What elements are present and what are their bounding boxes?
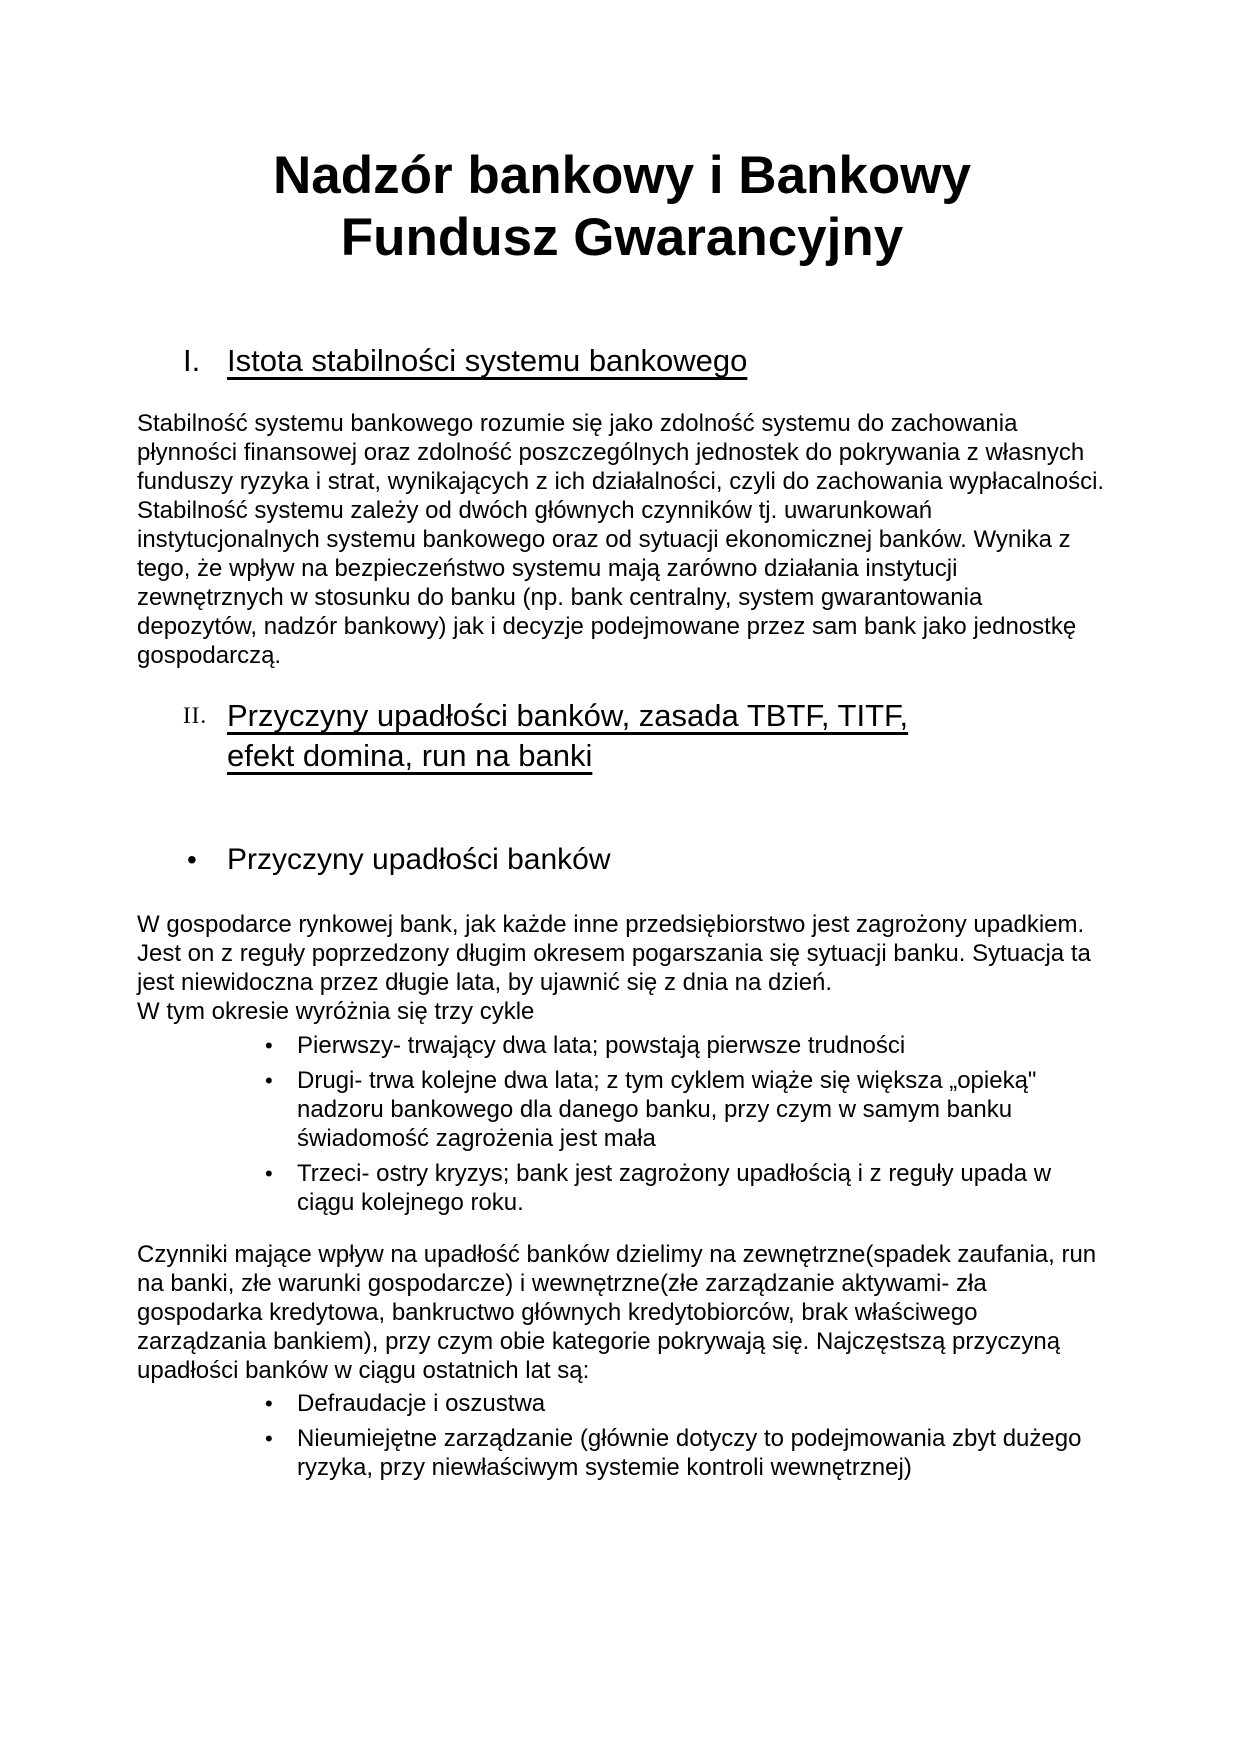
document-title <box>137 145 1107 269</box>
section-1-list-marker: I. <box>183 343 201 378</box>
stability-paragraph: Stabilność systemu bankowego rozumie się jako zdolność systemu do zachowania płynności finansowej oraz zdolność poszczególnych jednostek do pokrywania z własnych funduszy ryzyka i strat, wynikających z ich działalności, czyli do zachowania wypłacalności. Stabilność systemu zależy od dwóch głównych czynników tj. uwarunkowań instytucjonalnych systemu bankowego oraz od sytuacji ekonomicznej banków. Wynika z tego, że wpływ na bezpieczeństwo systemu mają zarówno działania instytucji zewnętrznych w stosunku do banku (np. bank centralny, system gwarantowania depozytów, nadzór bankowy) jak i decyzje podejmowane przez sam bank jako jednostkę gospodarczą. <box>137 410 1105 669</box>
bullet-icon <box>265 1389 273 1418</box>
subsection-heading-text: Przyczyny upadłości banków <box>227 843 611 876</box>
list-item-cause-2 <box>137 1424 1107 1482</box>
section-2-heading <box>137 696 1107 776</box>
section-1-heading-text: Istota stabilności systemu bankowego <box>227 343 748 378</box>
list-item-cycle-2 <box>137 1066 1107 1153</box>
section-2-heading-line-2: efekt domina, run na banki <box>227 738 593 773</box>
section-2-heading-line-1: Przyczyny upadłości banków, zasada TBTF, TITF, <box>227 698 909 733</box>
list-item-cause-1 <box>137 1389 1107 1418</box>
cycle-1-text: Pierwszy- trwający dwa lata; powstają pierwsze trudności <box>297 1032 906 1059</box>
failure-factors-paragraph: Czynniki mające wpływ na upadłość banków dzielimy na zewnętrzne(spadek zaufania, run na banki, złe warunki gospodarcze) i wewnętrzne(złe zarządzanie aktywami- zła gospodarka kredytowa, bankructwo głównych kredytobiorców, brak właściwego zarządzania bankiem), przy czym obie kategorie pokrywają się. Najczęstszą przyczyną upadłości banków w ciągu ostatnich lat są: <box>137 1241 1097 1384</box>
bank-failure-paragraph: W gospodarce rynkowej bank, jak każde inne przedsiębiorstwo jest zagrożony upadkiem. Jest on z reguły poprzedzony długim okresem pogarszania się sytuacji banku. Sytuacja ta jest niewidoczna przez długie lata, by ujawnić się z dnia na dzień. <box>137 911 1091 996</box>
bullet-icon <box>265 1159 273 1188</box>
subsection-bullet-heading <box>137 840 1107 880</box>
causes-list <box>137 1389 1107 1482</box>
three-cycles-intro-line: W tym okresie wyróżnia się trzy cykle <box>137 998 535 1025</box>
cycle-2-text: Drugi- trwa kolejne dwa lata; z tym cyklem wiąże się większa „opieką" nadzoru bankowego dla danego banku, przy czym w samym banku świadomość zagrożenia jest mała <box>297 1067 1037 1152</box>
cycle-3-text: Trzeci- ostry kryzys; bank jest zagrożony upadłością i z reguły upada w ciągu kolejnego roku. <box>297 1160 1052 1216</box>
document-title-line-2: Fundusz Gwarancyjny <box>340 208 904 267</box>
bank-failure-paragraph-group <box>137 910 1107 1026</box>
section-1-heading <box>137 341 1107 381</box>
list-item-cycle-3 <box>137 1159 1107 1217</box>
bullet-icon <box>265 1424 273 1453</box>
document-title-line-1: Nadzór bankowy i Bankowy <box>273 146 971 205</box>
cause-1-text: Defraudacje i oszustwa <box>297 1390 546 1417</box>
cause-2-text: Nieumiejętne zarządzanie (głównie dotyczy to podejmowania zbyt dużego ryzyka, przy niewłaściwym systemie kontroli wewnętrznej) <box>297 1425 1082 1481</box>
bullet-icon <box>187 840 197 880</box>
cycles-list <box>137 1031 1107 1217</box>
section-2-list-marker: II. <box>183 703 208 728</box>
bullet-icon <box>265 1031 273 1060</box>
list-item-cycle-1 <box>137 1031 1107 1060</box>
bullet-icon <box>265 1066 273 1095</box>
